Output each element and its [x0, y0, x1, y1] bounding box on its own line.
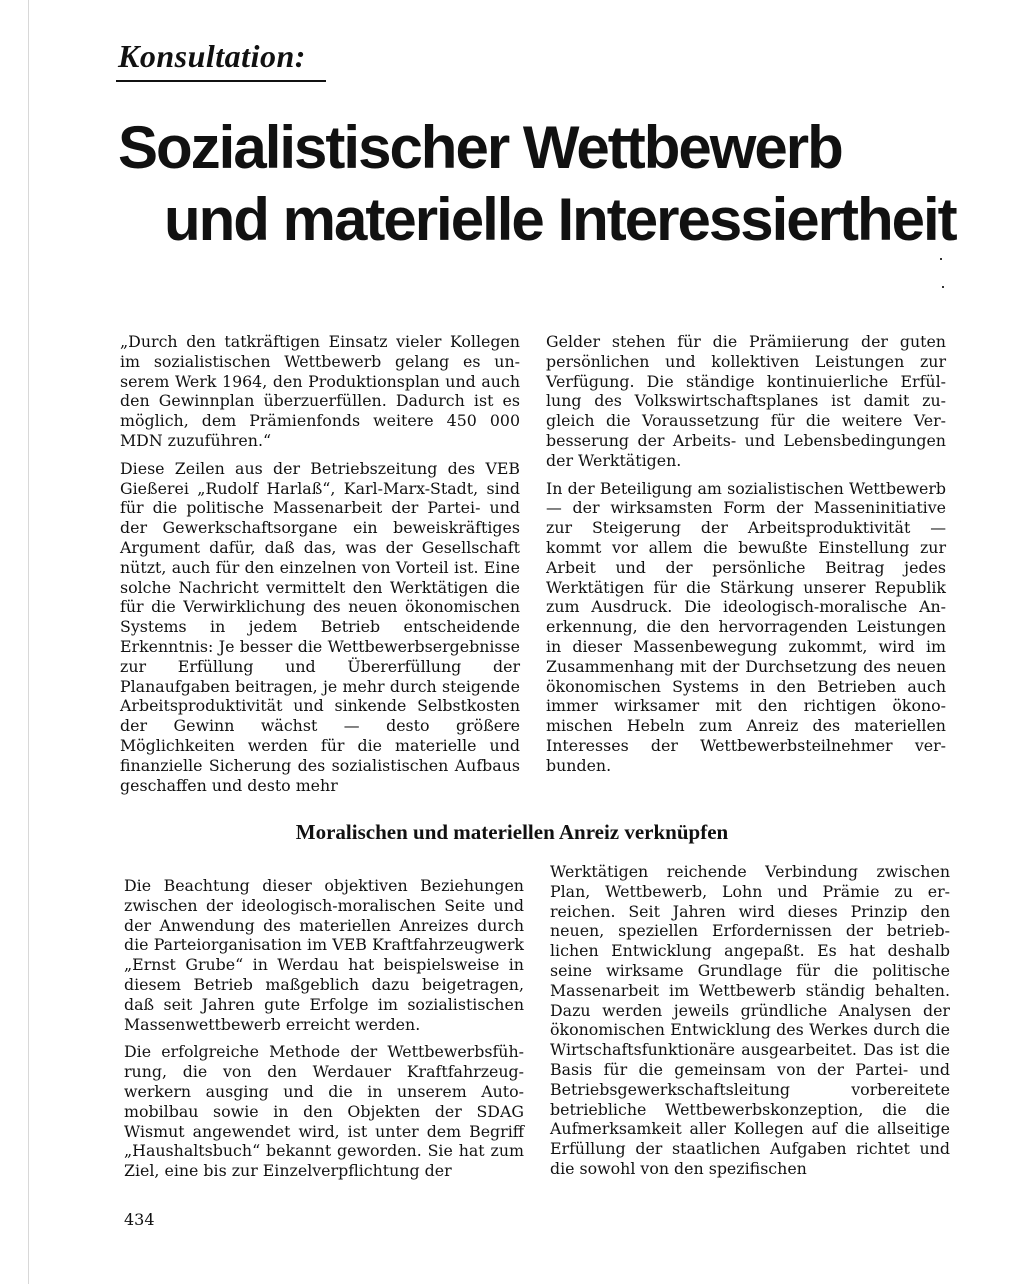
scan-speck — [940, 258, 942, 260]
paragraph: Diese Zeilen aus der Betriebszeitung des VEB Gießerei „Rudolf Harlaß“, Karl-Marx-Stadt, sind für die politische Massenarbeit der Partei- und der Gewerkschaftsorgane ein beweiskräftiges Argument dafür, daß das, was der Gesellschaft nützt, auch für den einzelnen von Vorteil ist. Eine solche Nachricht vermittelt den Werktätigen die für die Verwirklichung des neuen ökonomischen Systems in jedem Betrieb entscheidende Erkenntnis: Je besser die Wettbewerbsergebnisse zur Erfüllung und Übererfüllung der Planaufgaben beitragen, je mehr durch steigende Arbeitsproduktivität und sinkende Selbstkosten der Gewinn wächst — desto größere Möglichkeiten werden für die materielle und finanzielle Sicherung des sozialistischen Aufbaus geschaffen und desto mehr — [120, 458, 520, 795]
paragraph: Die erfolgreiche Methode der Wettbewerbsführung, die von den Werdauer Kraftfahrzeugwerkern ausging und die in unserem Automobilbau sowie in den Objekten der SDAG Wismut angewendet wird, ist unter dem Begriff „Haushaltsbuch“ bekannt geworden. Sie hat zum Ziel, eine bis zur Einzelverpflichtung der — [124, 1042, 524, 1181]
section2-column-left — [124, 876, 524, 1189]
scan-edge-line — [28, 0, 29, 1284]
paragraph: Die Beachtung dieser objektiven Beziehungen zwischen der ideologisch-moralischen Seite und der Anwendung des materiellen Anreizes durch die Parteiorganisation im VEB Kraftfahrzeugwerk „Ernst Grube“ in Werdau hat beispielsweise in diesem Betrieb maßgeblich dazu beigetragen, daß seit Jahren gute Erfolge im sozialistischen Massenwettbewerb erreicht werden. — [124, 876, 524, 1034]
kicker-underline — [116, 80, 326, 82]
paragraph: „Durch den tatkräftigen Einsatz vieler Kollegen im sozialistischen Wettbewerb gelang es unserem Werk 1964, den Produktionsplan und auch den Gewinnplan überzuerfüllen. Dadurch ist es möglich, dem Prämienfonds weitere 450 000 MDN zuzuführen.“ — [120, 332, 520, 450]
headline — [118, 112, 968, 256]
headline-line-2: und materielle Interessiertheit — [164, 186, 956, 253]
kicker: Konsultation: — [118, 38, 306, 74]
paragraph: Gelder stehen für die Prämiierung der guten persönlichen und kollektiven Leistungen zur Verfügung. Die ständige kontinuierliche Erfüllung des Volkswirtschaftsplanes ist damit zugleich die Voraussetzung für die weitere Verbesserung der Arbeits- und Lebensbedingungen der Werktätigen. — [546, 332, 946, 470]
scan-speck — [942, 286, 944, 288]
section1-column-left — [120, 332, 520, 803]
paragraph: Werktätigen reichende Verbindung zwischen Plan, Wettbewerb, Lohn und Prämie zu erreichen. Seit Jahren wird dieses Prinzip den neuen, speziellen Erfordernissen der betrieblichen Entwicklung angepaßt. Es hat deshalb seine wirksame Grundlage für die politische Massenarbeit im Wettbewerb ständig behalten. Dazu werden jeweils gründliche Analysen der ökonomischen Entwicklung des Werkes durch die Wirtschaftsfunktionäre ausgearbeitet. Das ist die Basis für die gemeinsam von der Partei- und Betriebsgewerkschaftsleitung vorbereitete betriebliche Wettbewerbskonzeption, die die Aufmerksamkeit aller Kollegen auf die allseitige Erfüllung der staatlichen Aufgaben richtet und die sowohl von den spezifischen — [550, 862, 950, 1178]
paragraph: In der Beteiligung am sozialistischen Wettbewerb — der wirksamsten Form der Masseninitiative zur Steigerung der Arbeitsproduktivität — kommt vor allem die bewußte Einstellung zur Arbeit und der persönliche Beitrag jedes Werktätigen für die Stärkung unserer Republik zum Ausdruck. Die ideologisch-moralische Anerkennung, die den hervorragenden Leistungen in dieser Massenbewegung zukommt, wird im Zusammenhang mit der Durchsetzung des neuen ökonomischen Systems in den Betrieben auch immer wirksamer mit den richtigen ökonomischen Hebeln zum Anreiz des materiellen Interesses der Wettbewerbsteilnehmer verbunden. — [546, 478, 946, 775]
headline-line-1: Sozialistischer Wettbewerb — [118, 114, 842, 181]
page-number: 434 — [124, 1210, 155, 1229]
section-subheading: Moralischen und materiellen Anreiz verknüpfen — [295, 820, 729, 844]
section2-column-right — [550, 862, 950, 1187]
section1-column-right — [546, 332, 946, 784]
